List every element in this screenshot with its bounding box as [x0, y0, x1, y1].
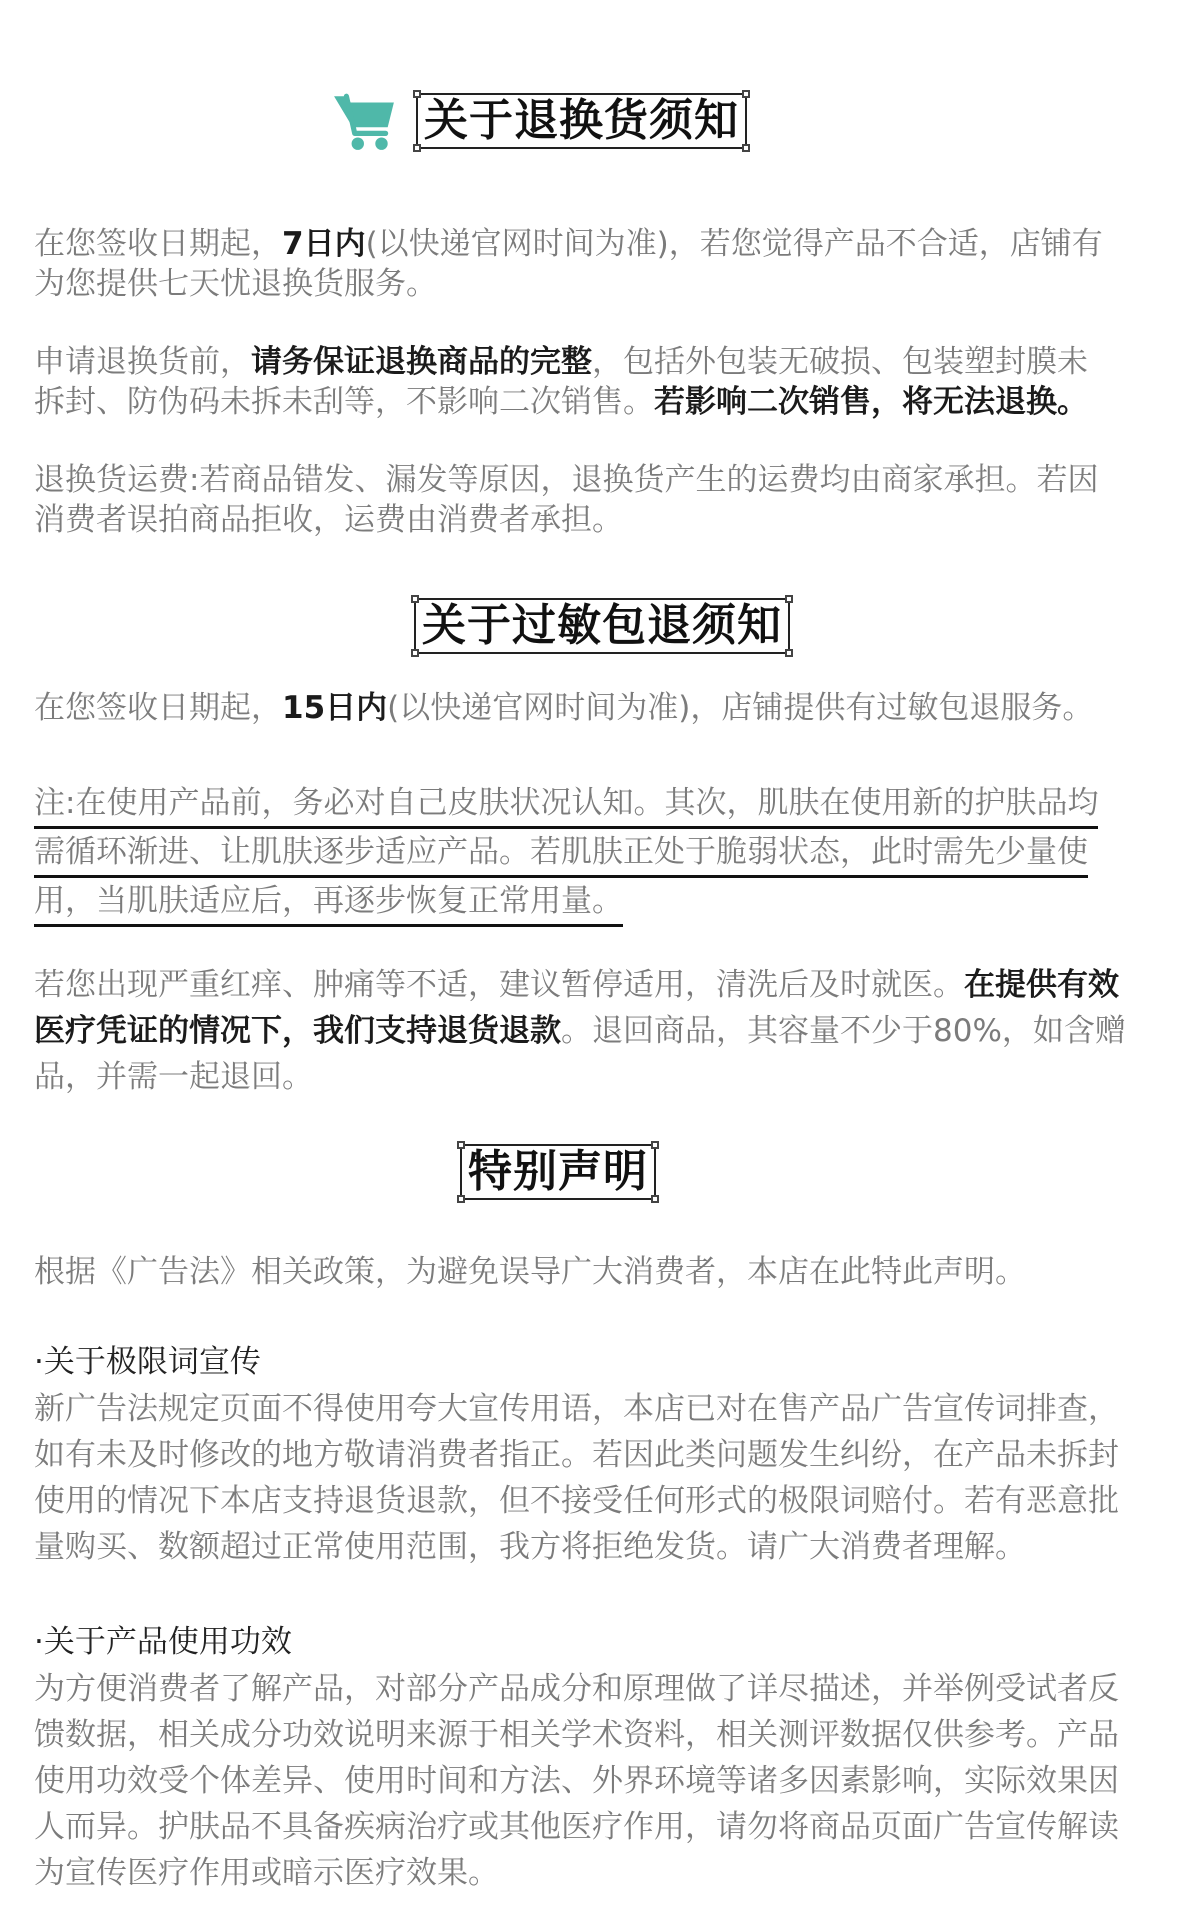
text-line: 如有未及时修改的地方敬请消费者指正。若因此类问题发生纠纷，在产品未拆封 — [34, 1437, 1119, 1473]
title-text: 特别声明 — [468, 1146, 648, 1197]
paragraph-return-period — [34, 224, 1184, 304]
resize-handle — [457, 1141, 465, 1149]
underlined-text-line: 注:在使用产品前，务必对自己皮肤状况认知。其次，肌肤在使用新的护肤品均 — [34, 780, 1098, 829]
resize-handle — [413, 90, 421, 98]
text-line: 在您签收日期起，7日内(以快递官网时间为准)，若您觉得产品不合适，店铺有 — [34, 226, 1103, 262]
resize-handle — [413, 144, 421, 152]
underlined-text-line: 用，当肌肤适应后，再逐步恢复正常用量。 — [34, 878, 623, 927]
resize-handle — [411, 595, 419, 603]
text-line: 为您提供七天忧退换货服务。 — [34, 266, 437, 302]
resize-handle — [651, 1195, 659, 1203]
title-text-box — [416, 93, 747, 149]
resize-handle — [651, 1141, 659, 1149]
resize-handle — [785, 649, 793, 657]
text-line: 为宣传医疗作用或暗示医疗效果。 — [34, 1855, 499, 1891]
paragraph-allergy-refund — [34, 962, 1184, 1100]
paragraph-shipping-fees — [34, 460, 1184, 540]
text-line: 拆封、防伪码未拆未刮等，不影响二次销售。若影响二次销售，将无法退换。 — [34, 384, 1088, 420]
shopping-cart-icon — [332, 88, 398, 154]
paragraph-return-conditions — [34, 342, 1184, 422]
resize-handle — [457, 1195, 465, 1203]
subheading-product-efficacy: ·关于产品使用功效 — [34, 1624, 292, 1660]
section-title-statement — [460, 1144, 656, 1200]
text-line: 若您出现严重红痒、肿痛等不适，建议暂停适用，清洗后及时就医。在提供有效 — [34, 967, 1119, 1003]
text-line: 新广告法规定页面不得使用夸大宣传用语，本店已对在售产品广告宣传词排查， — [34, 1391, 1119, 1427]
underlined-text-line: 需循环渐进、让肌肤逐步适应产品。若肌肤正处于脆弱状态，此时需先少量使 — [34, 829, 1088, 878]
subheading-absolute-terms: ·关于极限词宣传 — [34, 1344, 261, 1380]
title-text-box — [460, 1144, 656, 1200]
resize-handle — [742, 90, 750, 98]
resize-handle — [785, 595, 793, 603]
text-line: 申请退换货前，请务保证退换商品的完整，包括外包装无破损、包装塑封膜未 — [34, 344, 1088, 380]
title-text: 关于过敏包退须知 — [422, 600, 782, 651]
section-title-allergy — [414, 598, 790, 654]
text-line: 退换货运费:若商品错发、漏发等原因，退换货产生的运费均由商家承担。若因 — [34, 462, 1099, 498]
text-line: 量购买、数额超过正常使用范围，我方将拒绝发货。请广大消费者理解。 — [34, 1529, 1026, 1565]
paragraph-statement-intro — [34, 1252, 1184, 1292]
text-line: 品，并需一起退回。 — [34, 1059, 313, 1095]
section-title-return-exchange — [332, 88, 747, 154]
paragraph-allergy-note — [34, 780, 1184, 927]
resize-handle — [742, 144, 750, 152]
paragraph-absolute-terms — [34, 1386, 1184, 1570]
title-text: 关于退换货须知 — [424, 95, 739, 146]
title-text-box — [414, 598, 790, 654]
paragraph-product-efficacy — [34, 1666, 1184, 1896]
text-line: 馈数据，相关成分功效说明来源于相关学术资料，相关测评数据仅供参考。产品 — [34, 1717, 1119, 1753]
paragraph-allergy-period — [34, 688, 1184, 728]
text-line: 根据《广告法》相关政策，为避免误导广大消费者，本店在此特此声明。 — [34, 1254, 1026, 1290]
text-line: 医疗凭证的情况下，我们支持退货退款。退回商品，其容量不少于80%，如含赠 — [34, 1013, 1126, 1049]
resize-handle — [411, 649, 419, 657]
text-line: 在您签收日期起，15日内(以快递官网时间为准)，店铺提供有过敏包退服务。 — [34, 690, 1094, 726]
text-line: 为方便消费者了解产品，对部分产品成分和原理做了详尽描述，并举例受试者反 — [34, 1671, 1119, 1707]
text-line: 使用的情况下本店支持退货退款，但不接受任何形式的极限词赔付。若有恶意批 — [34, 1483, 1119, 1519]
text-line: 消费者误拍商品拒收，运费由消费者承担。 — [34, 502, 623, 538]
text-line: 使用功效受个体差异、使用时间和方法、外界环境等诸多因素影响，实际效果因 — [34, 1763, 1119, 1799]
text-line: 人而异。护肤品不具备疾病治疗或其他医疗作用，请勿将商品页面广告宣传解读 — [34, 1809, 1119, 1845]
